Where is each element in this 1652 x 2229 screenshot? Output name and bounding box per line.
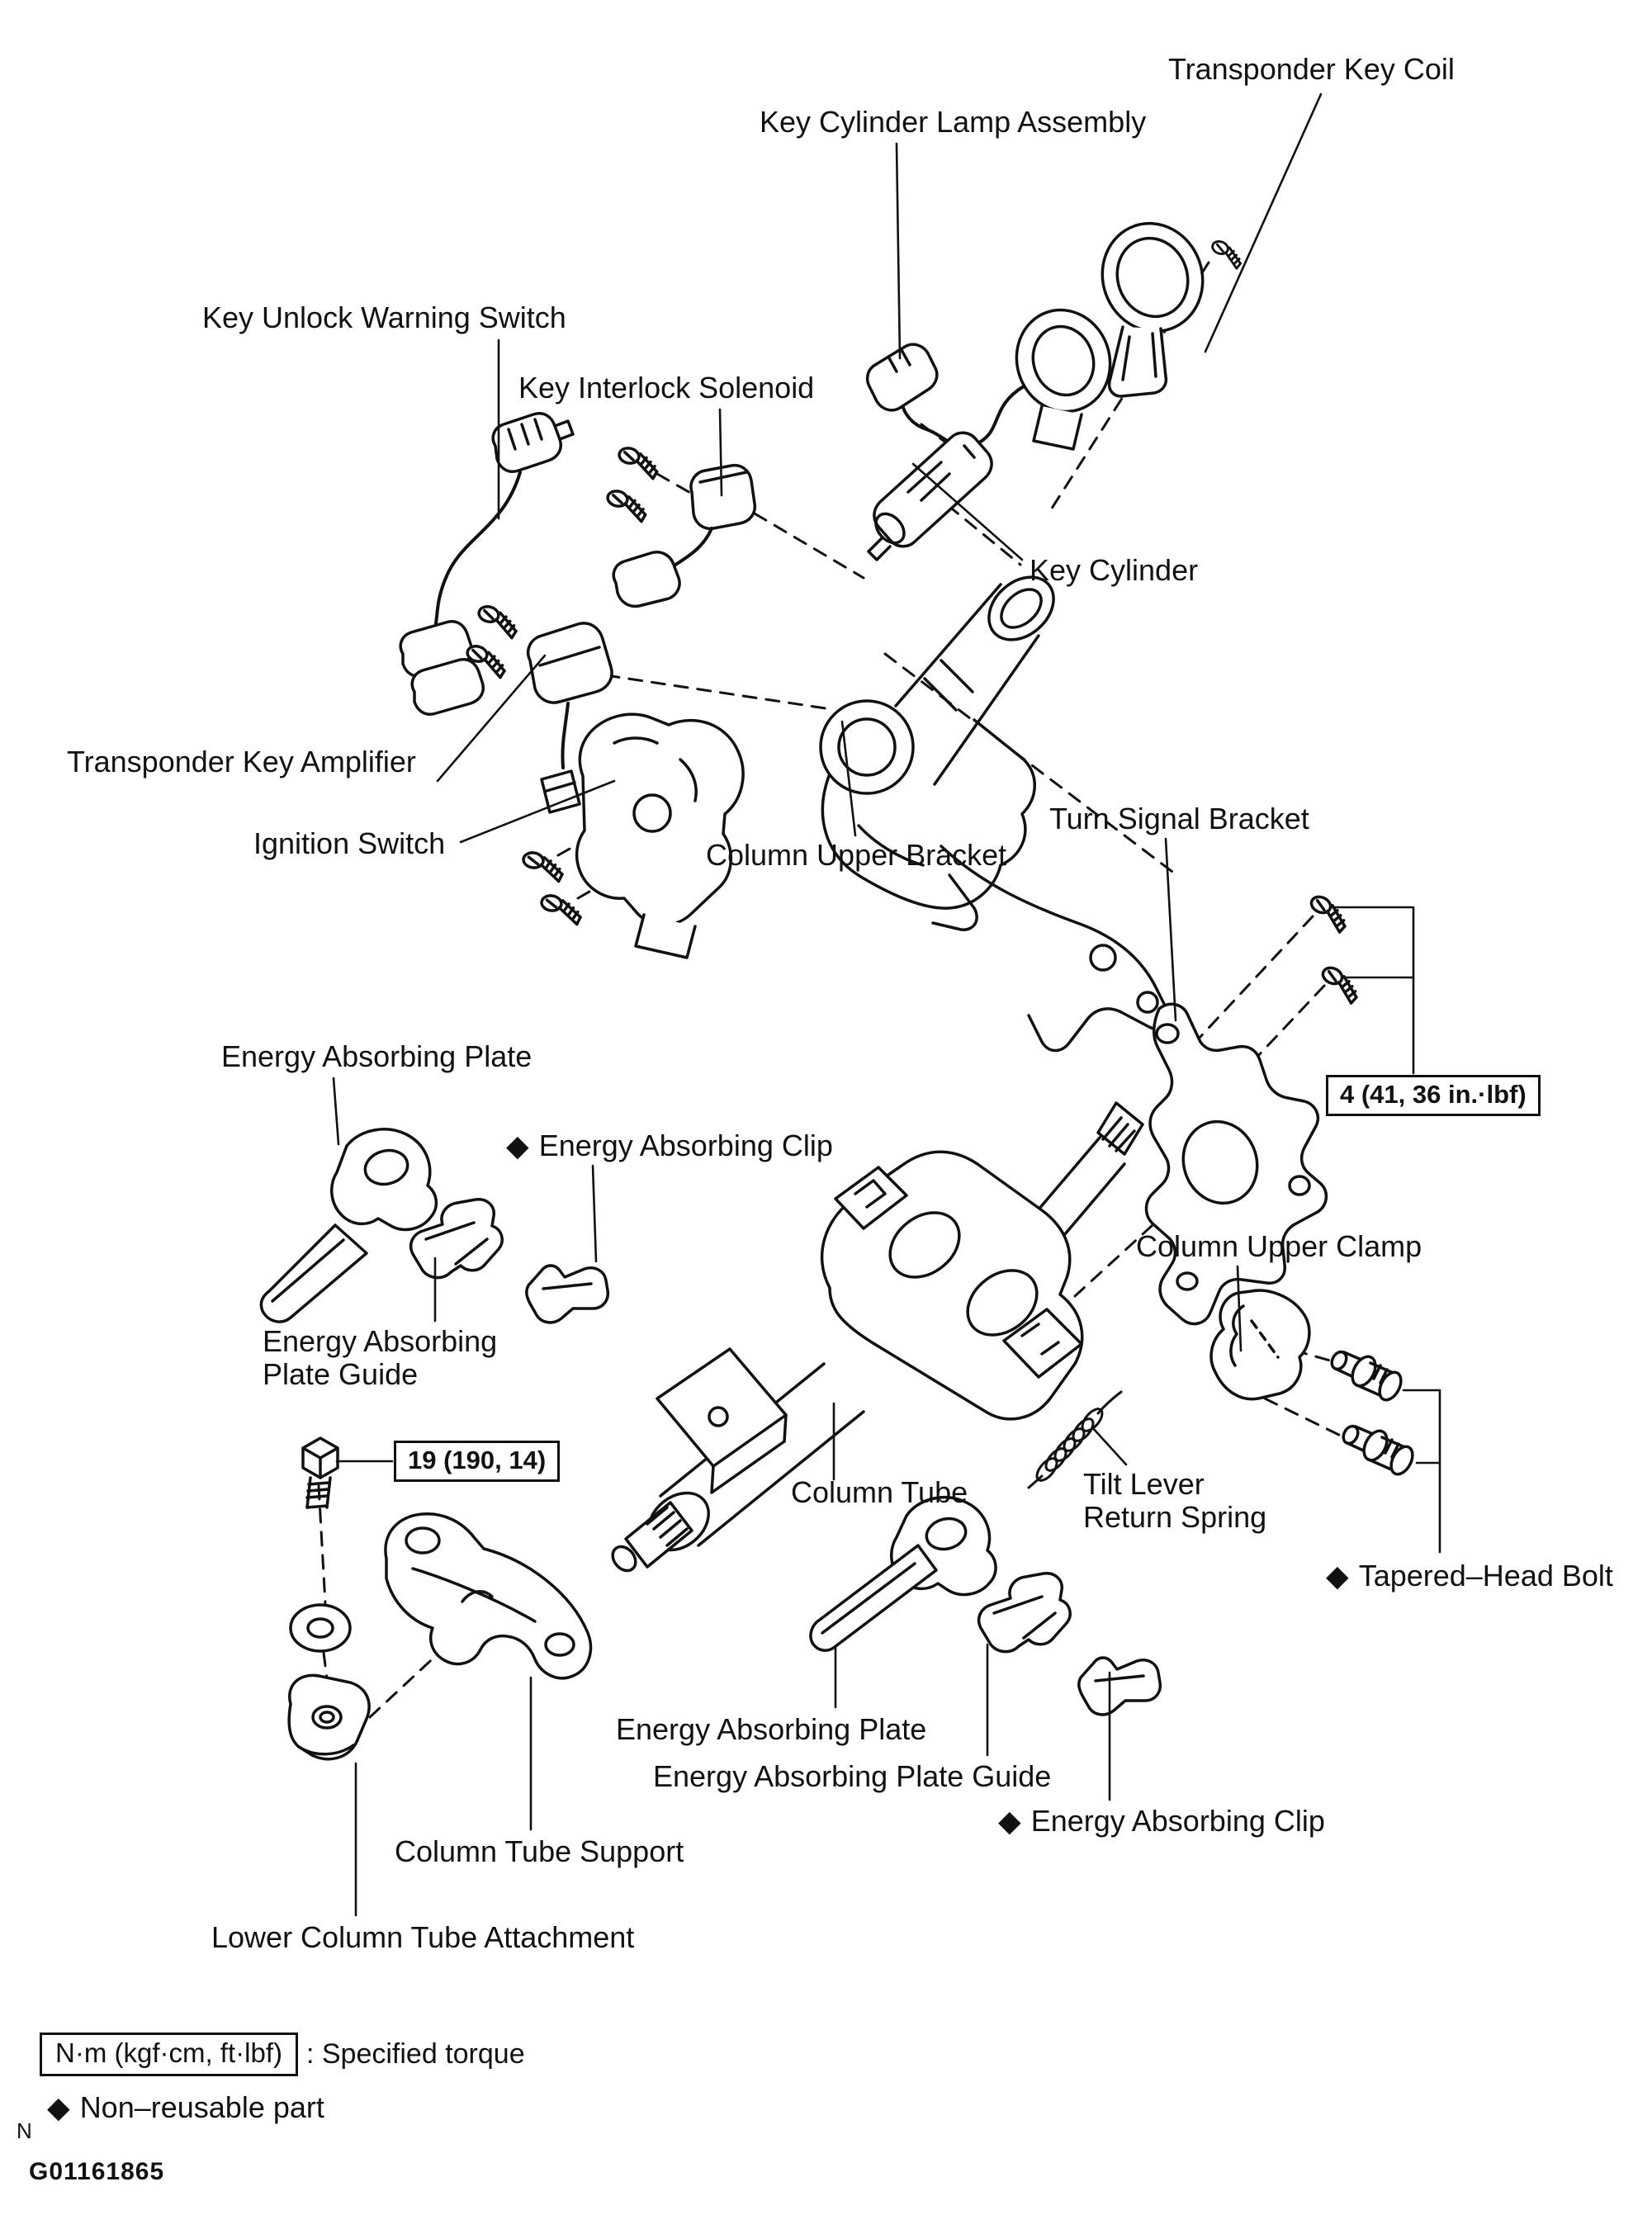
legend-torque-units-box: N·m (kgf·cm, ft·lbf): [40, 2033, 298, 2076]
label-ignition-switch: Ignition Switch: [253, 826, 446, 860]
torque-callout-column-support-bolt: 19 (190, 14): [394, 1441, 560, 1482]
non-reusable-diamond-icon: ◆: [47, 2090, 70, 2124]
label-energy-absorbing-clip-upper: [506, 1129, 833, 1162]
legend-non-reusable-text: Non–reusable part: [79, 2090, 324, 2124]
label-column-upper-bracket: Column Upper Bracket: [706, 838, 1007, 872]
label-key-cylinder-lamp-assembly: Key Cylinder Lamp Assembly: [760, 105, 1147, 139]
label-energy-absorbing-clip-lower: [998, 1805, 1325, 1838]
label-transponder-key-coil: Transponder Key Coil: [1168, 52, 1455, 86]
label-tilt-lever-return-spring: Tilt Lever Return Spring: [1083, 1467, 1267, 1534]
key-interlock-solenoid-drawing: [604, 447, 755, 607]
energy-absorbing-plate-lower-drawing: [811, 1498, 996, 1650]
ignition-switch-drawing: [521, 714, 743, 958]
label-transponder-key-amplifier: Transponder Key Amplifier: [67, 745, 416, 778]
label-column-tube-support: Column Tube Support: [395, 1834, 684, 1868]
label-energy-absorbing-plate-lower: Energy Absorbing Plate: [616, 1712, 927, 1746]
non-reusable-diamond-icon: ◆: [506, 1129, 529, 1162]
key-cylinder-lamp-assembly-drawing: [868, 298, 1124, 449]
legend-torque-units-meaning: : Specified torque: [305, 2038, 525, 2070]
label-key-interlock-solenoid: Key Interlock Solenoid: [518, 371, 815, 405]
label-column-tube: Column Tube: [791, 1475, 968, 1509]
label-text: Tapered–Head Bolt: [1358, 1559, 1613, 1592]
column-upper-clamp-drawing: [1211, 1290, 1309, 1399]
label-energy-absorbing-plate-guide-lower: Energy Absorbing Plate Guide: [653, 1759, 1052, 1793]
non-reusable-diamond-icon: ◆: [1326, 1559, 1349, 1592]
label-text: Energy Absorbing Clip: [538, 1129, 833, 1162]
label-energy-absorbing-plate-guide-upper: Energy Absorbing Plate Guide: [263, 1324, 498, 1391]
tapered-head-bolts-drawing: [1329, 1350, 1417, 1479]
label-tapered-head-bolt: [1326, 1559, 1613, 1592]
lower-mount-parts-drawing: [289, 1438, 590, 1759]
label-text: Energy Absorbing Clip: [1030, 1804, 1325, 1838]
torque-callout-turn-signal-bracket: 4 (41, 36 in.·lbf): [1326, 1075, 1541, 1116]
non-reusable-diamond-icon: ◆: [998, 1804, 1021, 1838]
figure-id: G01161865: [29, 2158, 165, 2185]
key-cylinder-drawing: [869, 433, 992, 560]
label-turn-signal-bracket: Turn Signal Bracket: [1049, 802, 1309, 835]
label-key-unlock-warning-switch: Key Unlock Warning Switch: [202, 301, 566, 334]
label-lower-column-tube-attachment: Lower Column Tube Attachment: [211, 1920, 635, 1954]
energy-absorbing-clip-lower-drawing: [1079, 1658, 1160, 1715]
legend-torque-units: [40, 2033, 525, 2076]
label-key-cylinder: Key Cylinder: [1030, 553, 1199, 587]
energy-absorbing-clip-upper-drawing: [527, 1266, 608, 1323]
energy-absorbing-plate-guide-lower-drawing: [979, 1574, 1071, 1652]
label-column-upper-clamp: Column Upper Clamp: [1136, 1229, 1422, 1263]
label-energy-absorbing-plate-upper: Energy Absorbing Plate: [221, 1039, 533, 1073]
margin-letter: N: [17, 2118, 32, 2143]
legend-non-reusable: [47, 2090, 324, 2125]
energy-absorbing-plate-upper-drawing: [261, 1129, 436, 1322]
